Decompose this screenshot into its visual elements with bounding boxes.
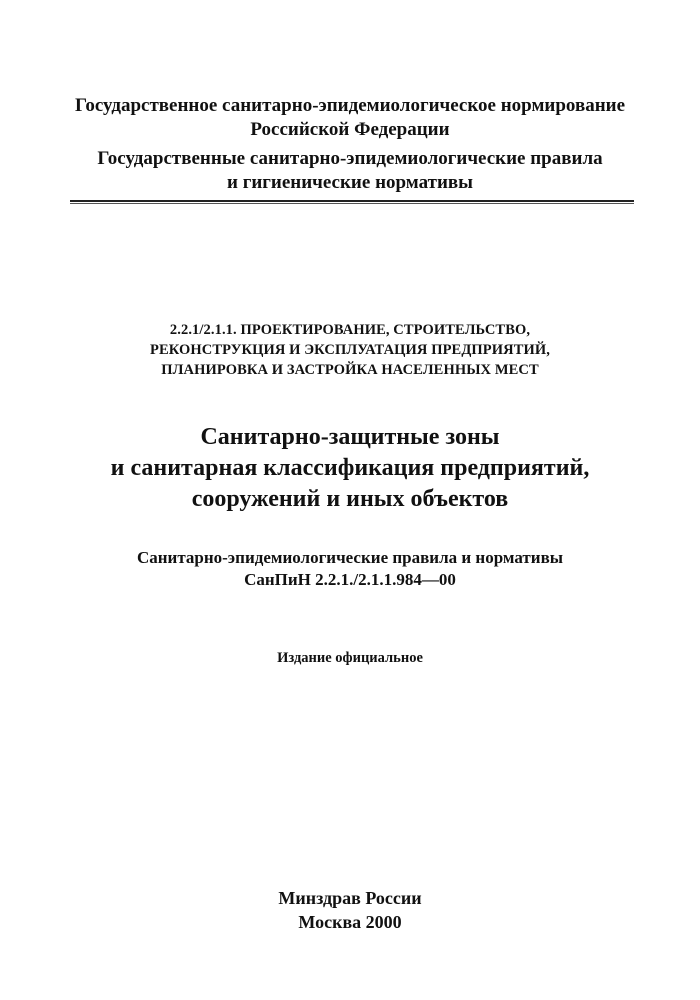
section-line: РЕКОНСТРУКЦИЯ И ЭКСПЛУАТАЦИЯ ПРЕДПРИЯТИЙ,: [150, 342, 550, 358]
title-line: сооружений и иных объектов: [191, 486, 509, 512]
publisher-info: [0, 886, 700, 934]
header-line: Российской Федерации: [250, 119, 450, 140]
title-line: и санитарная классификация предприятий,: [110, 455, 590, 481]
header-line: Государственное санитарно-эпидемиологическое нормирование: [74, 95, 626, 116]
header-line: и гигиенические нормативы: [227, 172, 473, 193]
header-divider-thin: [70, 203, 634, 204]
document-title: [0, 422, 700, 515]
document-code: СанПиН 2.2.1./2.1.1.984—00: [244, 570, 456, 589]
title-line: Санитарно-защитные зоны: [200, 424, 500, 450]
header-divider: [70, 200, 634, 202]
section-line: 2.2.1/2.1.1. ПРОЕКТИРОВАНИЕ, СТРОИТЕЛЬСТВО,: [169, 322, 531, 338]
header-line: Государственные санитарно-эпидемиологические правила: [97, 148, 603, 169]
edition-label: Издание официальное: [277, 650, 423, 666]
edition-note: [0, 648, 700, 668]
header-authority: [0, 94, 700, 142]
document-subtitle: [0, 547, 700, 591]
publication-city-year: Москва 2000: [298, 912, 402, 932]
section-heading: [0, 320, 700, 380]
header-series: [0, 147, 700, 195]
section-line: ПЛАНИРОВКА И ЗАСТРОЙКА НАСЕЛЕННЫХ МЕСТ: [161, 362, 539, 378]
publisher-name: Минздрав России: [278, 888, 422, 908]
subtitle-line: Санитарно-эпидемиологические правила и нормативы: [136, 548, 564, 567]
